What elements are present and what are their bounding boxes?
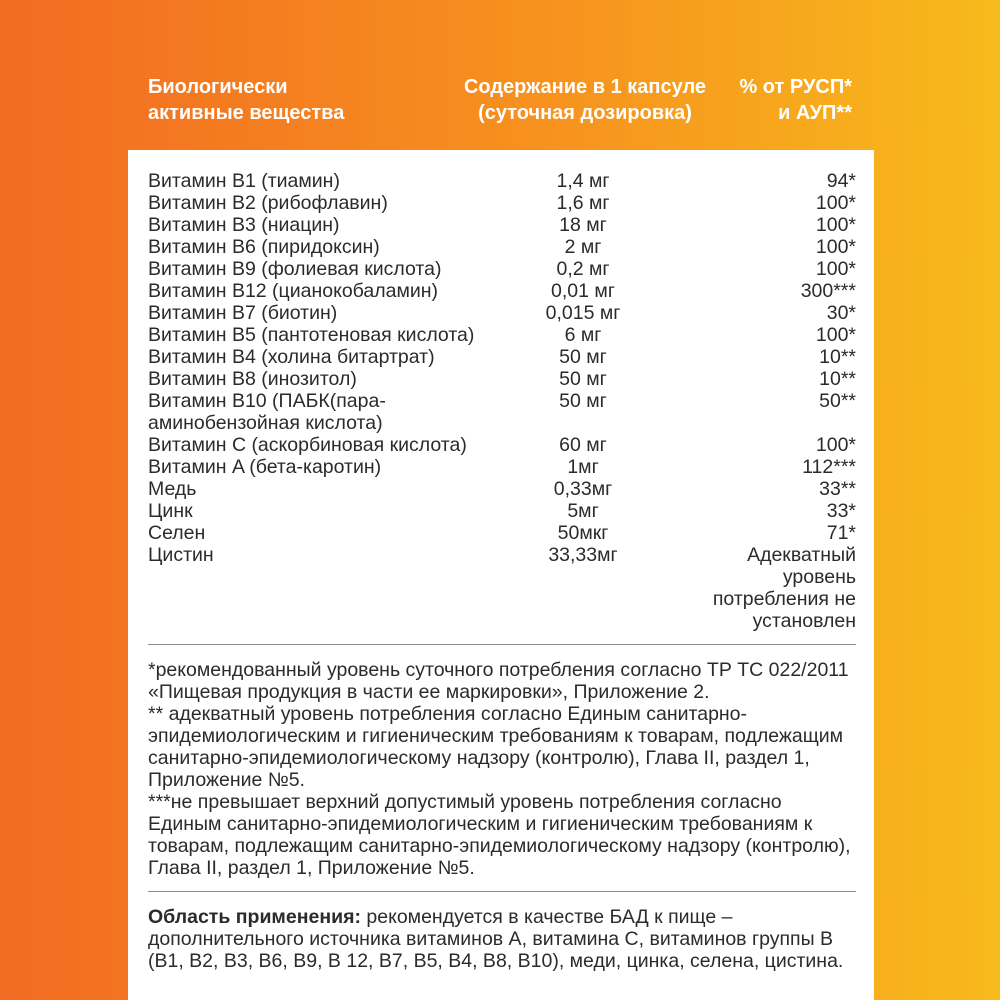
header-content-line2: (суточная дозировка): [478, 102, 692, 124]
table-row: [148, 324, 856, 346]
nutrient-dose: 6 мг: [564, 324, 602, 346]
footnotes: [148, 659, 856, 879]
nutrient-name: Медь: [148, 478, 197, 500]
nutrient-dose: 0,015 мг: [545, 302, 621, 324]
divider-top: [148, 644, 856, 645]
nutrient-name: Витамин B5 (пантотеновая кислота): [148, 324, 475, 346]
nutrient-dose: 33,33мг: [548, 544, 618, 566]
table-row: [148, 192, 856, 214]
footnote-3: ***не превышает верхний допустимый уровень потребления согласно Единым санитарно-эпидемиологическим и гигиеническим требованиям к товарам, подлежащим санитарно-эпидемиологическому надзору (контролю), Глава II, раздел 1, Приложение №5.: [148, 791, 851, 879]
nutrient-name: Витамин B7 (биотин): [148, 302, 338, 324]
nutrient-percent: 10**: [819, 346, 856, 368]
table-row: [148, 236, 856, 258]
nutrient-dose: 1,4 мг: [556, 170, 610, 192]
header-substances-line2: активные вещества: [148, 102, 345, 124]
divider-bottom: [148, 891, 856, 892]
nutrient-percent: 100*: [815, 214, 856, 236]
application-area-label: Область применения:: [148, 906, 361, 928]
nutrient-percent: 33**: [819, 478, 856, 500]
nutrient-name: Витамин B12 (цианокобаламин): [148, 280, 439, 302]
header-percent-line2: и АУП**: [778, 102, 852, 124]
table-row: [148, 302, 856, 324]
header-content-line1: Содержание в 1 капсуле: [463, 76, 707, 98]
table-row: [148, 522, 856, 544]
table-row: [148, 368, 856, 390]
header-substances: [148, 74, 344, 126]
nutrient-dose: 5мг: [567, 500, 599, 522]
table-row: [148, 456, 856, 478]
nutrient-name: Витамин B6 (пиридоксин): [148, 236, 380, 258]
table-row: [148, 280, 856, 302]
application-area-text: рекомендуется в качестве БАД к пище – дополнительного источника витаминов А, витамина С, витаминов группы В (В1, В2, В3, В6, В9, В 12, В7, В5, В4, В8, В10), меди, цинка, селена, цистина.: [148, 906, 844, 972]
nutrient-name: Цинк: [148, 500, 193, 522]
header-percent: [739, 74, 852, 126]
nutrient-name: Витамин B10 (ПАБК(пара-аминобензойная кислота): [148, 390, 386, 434]
nutrient-name: Витамин B8 (инозитол): [148, 368, 357, 390]
nutrient-percent: 10**: [819, 368, 856, 390]
footnote-1: *рекомендованный уровень суточного потребления согласно ТР ТС 022/2011 «Пищевая продукция в части ее маркировки», Приложение 2.: [148, 659, 849, 703]
application-area: [148, 906, 856, 972]
nutrient-dose: 18 мг: [559, 214, 607, 236]
nutrient-dose: 1мг: [567, 456, 599, 478]
nutrient-percent: 100*: [815, 324, 856, 346]
header-percent-line1: % от РУСП*: [739, 76, 852, 98]
table-row: [148, 214, 856, 236]
nutrient-percent: 100*: [815, 192, 856, 214]
nutrient-name: Цистин: [148, 544, 214, 566]
nutrient-dose: 50 мг: [559, 346, 607, 368]
table-row: [148, 478, 856, 500]
nutrient-dose: 0,01 мг: [551, 280, 615, 302]
nutrient-name: Витамин B3 (ниацин): [148, 214, 340, 236]
nutrient-name: Селен: [148, 522, 206, 544]
nutrient-percent: 33*: [826, 500, 856, 522]
table-row: [148, 346, 856, 368]
table-row: [148, 500, 856, 522]
content-panel: [128, 150, 874, 1000]
header-substances-line1: Биологически: [148, 76, 288, 98]
nutrient-dose: 50мкг: [557, 522, 609, 544]
nutrient-dose: 50 мг: [559, 368, 607, 390]
nutrient-name: Витамин C (аскорбиновая кислота): [148, 434, 467, 456]
nutrient-percent: 100*: [815, 434, 856, 456]
nutrient-table: [148, 170, 856, 632]
nutrient-dose: 60 мг: [559, 434, 607, 456]
nutrient-name: Витамин B1 (тиамин): [148, 170, 340, 192]
nutrient-percent: 50**: [819, 390, 856, 412]
table-row: [148, 170, 856, 192]
nutrient-name: Витамин B2 (рибофлавин): [148, 192, 388, 214]
nutrient-name: Витамин B4 (холина битартрат): [148, 346, 435, 368]
nutrient-dose: 0,2 мг: [556, 258, 610, 280]
nutrient-dose: 0,33мг: [553, 478, 613, 500]
table-header: [0, 0, 1000, 150]
table-row: [148, 434, 856, 456]
nutrient-name: Витамин A (бета-каротин): [148, 456, 382, 478]
nutrient-percent: 30*: [826, 302, 856, 324]
nutrient-dose: 2 мг: [564, 236, 602, 258]
table-row: [148, 258, 856, 280]
nutrient-dose: 1,6 мг: [556, 192, 610, 214]
table-row: [148, 390, 856, 434]
nutrient-percent: 94*: [826, 170, 856, 192]
header-content: [440, 74, 730, 126]
nutrient-percent: 100*: [815, 236, 856, 258]
nutrient-percent: 300***: [800, 280, 856, 302]
nutrient-percent: Адекватный уровень потребления не установлен: [712, 544, 856, 632]
nutrient-percent: 100*: [815, 258, 856, 280]
nutrient-dose: 50 мг: [559, 390, 607, 412]
nutrient-percent: 71*: [826, 522, 856, 544]
nutrient-percent: 112***: [802, 456, 856, 478]
nutrient-name: Витамин B9 (фолиевая кислота): [148, 258, 442, 280]
footnote-2: ** адекватный уровень потребления согласно Единым санитарно-эпидемиологическим и гигиеническим требованиям к товарам, подлежащим санитарно-эпидемиологическому надзору (контролю), Глава II, раздел 1, Приложение №5.: [148, 703, 844, 791]
table-row: [148, 544, 856, 632]
